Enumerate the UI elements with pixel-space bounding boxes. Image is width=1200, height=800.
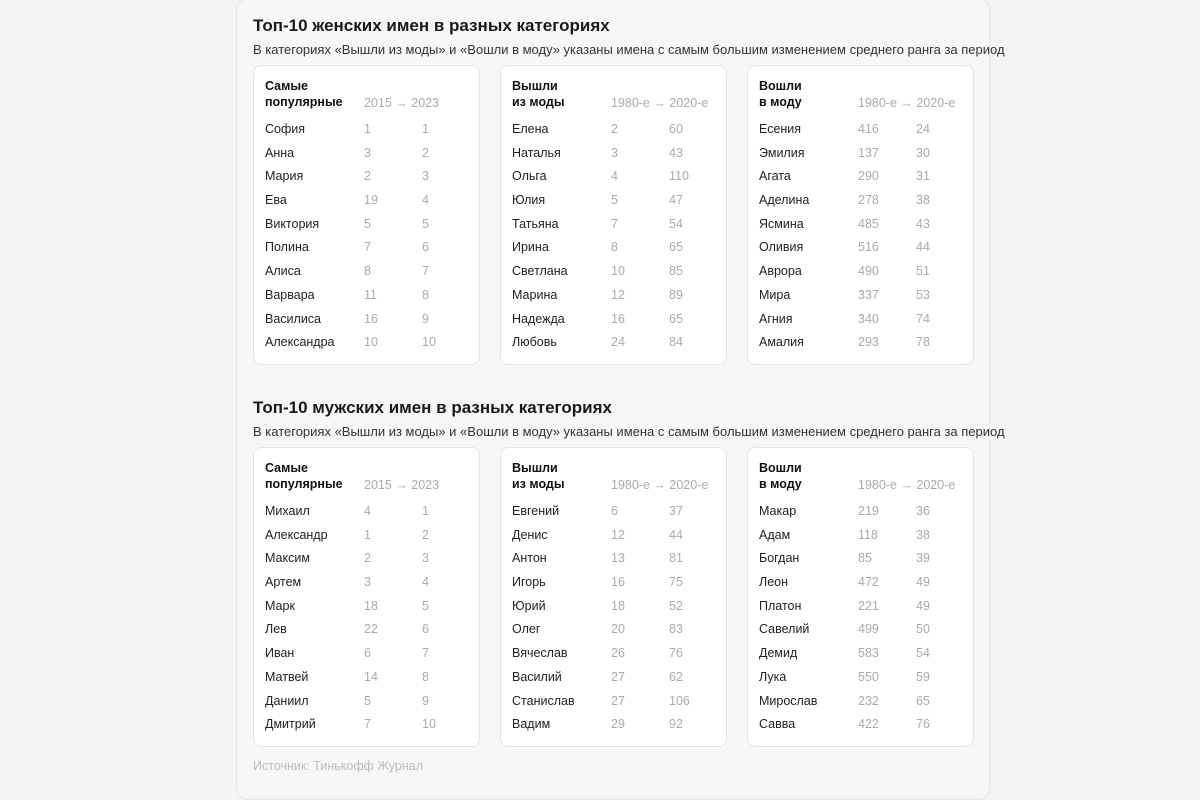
card-header <box>512 460 716 494</box>
list-item <box>512 571 716 595</box>
cards-row <box>253 65 975 365</box>
name-label: Савелий <box>759 622 810 637</box>
rank-end: 24 <box>916 122 930 136</box>
section-title: Топ-10 женских имен в разных категориях <box>253 16 610 35</box>
rank-end: 47 <box>669 193 683 208</box>
list-item <box>759 642 963 666</box>
rank-start: 3 <box>611 145 618 160</box>
list-item <box>265 524 469 548</box>
section-title: Топ-10 мужских имен в разных категориях <box>253 398 612 417</box>
name-label: Иван <box>265 646 295 661</box>
list-item <box>512 595 716 619</box>
card-header <box>512 78 716 112</box>
rank-start: 1 <box>364 527 371 542</box>
name-label: Мария <box>265 169 304 184</box>
rank-start: 137 <box>858 145 879 160</box>
name-label: Оливия <box>759 240 804 255</box>
card-header <box>265 460 469 494</box>
list-item <box>759 189 963 213</box>
rank-start: 18 <box>611 598 625 613</box>
list-item <box>759 713 963 737</box>
list-item <box>265 118 469 142</box>
card-header <box>759 78 963 112</box>
rank-end: 110 <box>669 169 689 184</box>
list-item <box>512 142 716 166</box>
name-label: Елена <box>512 122 549 136</box>
card-title: Самые популярные <box>265 79 343 109</box>
name-label: Мира <box>759 287 791 302</box>
name-label: Полина <box>265 240 309 255</box>
card-title: Вошли в моду <box>759 461 802 491</box>
rank-end: 9 <box>422 311 429 326</box>
male-names-section <box>253 397 1005 732</box>
rank-start: 221 <box>858 598 879 613</box>
rank-end: 51 <box>916 264 930 279</box>
card-in-fashion <box>747 447 974 747</box>
list-item <box>265 690 469 714</box>
list-item <box>759 524 963 548</box>
list-item <box>265 308 469 332</box>
rank-start: 516 <box>858 240 879 255</box>
name-label: Алиса <box>265 264 301 279</box>
rank-start: 7 <box>611 216 618 231</box>
name-label: Марк <box>265 598 295 613</box>
rank-end: 59 <box>916 669 930 684</box>
list-item <box>759 308 963 332</box>
rank-end: 43 <box>916 216 930 231</box>
rank-end: 31 <box>916 169 930 184</box>
rank-end: 36 <box>916 504 930 518</box>
card-out-of-fashion <box>500 65 727 365</box>
rank-end: 81 <box>669 551 683 566</box>
section-subtitle: В категориях «Вышли из моды» и «Вошли в моду» указаны имена с самым большим изменением среднего ранга за период <box>253 42 1005 57</box>
card-most-popular <box>253 447 480 747</box>
rank-end: 30 <box>916 145 930 160</box>
rank-end: 10 <box>422 717 436 732</box>
rank-start: 5 <box>364 216 371 231</box>
cards-row <box>253 447 975 747</box>
rank-start: 29 <box>611 717 625 732</box>
rank-start: 6 <box>364 646 371 661</box>
name-label: Александра <box>265 335 335 350</box>
list-item <box>759 500 963 524</box>
name-label: Виктория <box>265 216 320 231</box>
list-item <box>759 165 963 189</box>
rank-start: 4 <box>364 504 371 518</box>
name-label: Антон <box>512 551 547 566</box>
list-item <box>759 260 963 284</box>
name-label: Максим <box>265 551 310 566</box>
rank-end: 89 <box>669 287 683 302</box>
rank-start: 27 <box>611 669 625 684</box>
name-label: Наталья <box>512 145 561 160</box>
rank-end: 6 <box>422 240 429 255</box>
rank-end: 78 <box>916 335 930 350</box>
name-label: Лев <box>265 622 287 637</box>
rank-end: 74 <box>916 311 930 326</box>
list-item <box>265 571 469 595</box>
name-list <box>759 500 963 737</box>
rank-start: 290 <box>858 169 879 184</box>
list-item <box>759 213 963 237</box>
rank-end: 38 <box>916 193 930 208</box>
rank-start: 24 <box>611 335 625 350</box>
period-label: 1980-е → 2020-е <box>858 478 956 492</box>
name-label: Анна <box>265 145 295 160</box>
card-title: Вышли из моды <box>512 79 565 109</box>
rank-start: 337 <box>858 287 879 302</box>
list-item <box>759 284 963 308</box>
name-label: Артем <box>265 575 302 590</box>
rank-end: 2 <box>422 145 429 160</box>
card-most-popular <box>253 65 480 365</box>
card-out-of-fashion <box>500 447 727 747</box>
list-item <box>512 642 716 666</box>
rank-end: 1 <box>422 122 429 136</box>
rank-end: 10 <box>422 335 436 350</box>
list-item <box>759 618 963 642</box>
list-item <box>759 331 963 355</box>
name-label: Даниил <box>265 693 309 708</box>
name-label: Ева <box>265 193 287 208</box>
list-item <box>265 142 469 166</box>
rank-end: 54 <box>669 216 683 231</box>
name-label: Агата <box>759 169 791 184</box>
rank-start: 118 <box>858 527 878 542</box>
list-item <box>265 165 469 189</box>
rank-start: 8 <box>364 264 371 279</box>
name-label: Вадим <box>512 717 551 732</box>
rank-end: 1 <box>422 504 429 518</box>
rank-end: 39 <box>916 551 930 566</box>
rank-start: 6 <box>611 504 618 518</box>
list-item <box>265 284 469 308</box>
name-label: Матвей <box>265 669 309 684</box>
rank-end: 76 <box>669 646 683 661</box>
list-item <box>265 236 469 260</box>
rank-end: 76 <box>916 717 930 732</box>
name-label: Юлия <box>512 193 546 208</box>
list-item <box>512 500 716 524</box>
rank-start: 499 <box>858 622 879 637</box>
rank-start: 10 <box>364 335 378 350</box>
list-item <box>265 547 469 571</box>
rank-end: 52 <box>669 598 683 613</box>
rank-end: 8 <box>422 287 429 302</box>
list-item <box>512 165 716 189</box>
rank-start: 293 <box>858 335 879 350</box>
name-label: Ирина <box>512 240 549 255</box>
list-item <box>512 666 716 690</box>
rank-start: 10 <box>611 264 625 279</box>
list-item <box>759 666 963 690</box>
name-label: Амалия <box>759 335 804 350</box>
name-label: Олег <box>512 622 541 637</box>
name-label: Есения <box>759 122 802 136</box>
name-label: Платон <box>759 598 802 613</box>
list-item <box>512 118 716 142</box>
rank-start: 490 <box>858 264 879 279</box>
name-label: Ясмина <box>759 216 804 231</box>
rank-end: 3 <box>422 551 429 566</box>
rank-end: 49 <box>916 575 930 590</box>
section-subtitle: В категориях «Вышли из моды» и «Вошли в моду» указаны имена с самым большим изменением среднего ранга за период <box>253 424 1005 439</box>
rank-end: 65 <box>669 240 683 255</box>
name-label: Игорь <box>512 575 546 590</box>
rank-start: 16 <box>611 575 625 590</box>
rank-start: 5 <box>611 193 618 208</box>
rank-end: 50 <box>916 622 930 637</box>
rank-start: 12 <box>611 287 625 302</box>
rank-start: 583 <box>858 646 879 661</box>
name-label: Василий <box>512 669 562 684</box>
rank-start: 5 <box>364 693 371 708</box>
period-label: 2015 → 2023 <box>364 478 440 492</box>
rank-end: 65 <box>916 693 930 708</box>
rank-end: 84 <box>669 335 683 350</box>
list-item <box>265 331 469 355</box>
rank-start: 340 <box>858 311 879 326</box>
rank-start: 18 <box>364 598 378 613</box>
list-item <box>265 595 469 619</box>
card-title: Самые популярные <box>265 461 343 491</box>
list-item <box>265 642 469 666</box>
rank-start: 22 <box>364 622 378 637</box>
rank-end: 44 <box>669 527 683 542</box>
list-item <box>759 547 963 571</box>
rank-start: 27 <box>611 693 625 708</box>
name-label: Савва <box>759 717 796 732</box>
rank-start: 232 <box>858 693 879 708</box>
rank-start: 3 <box>364 145 371 160</box>
rank-end: 2 <box>422 527 429 542</box>
rank-start: 16 <box>364 311 378 326</box>
source-note: Источник: Тинькофф Журнал <box>253 759 424 773</box>
rank-end: 4 <box>422 575 429 590</box>
rank-start: 4 <box>611 169 618 184</box>
rank-end: 7 <box>422 264 429 279</box>
name-label: Макар <box>759 504 797 518</box>
name-label: Варвара <box>265 287 315 302</box>
rank-start: 550 <box>858 669 879 684</box>
list-item <box>759 142 963 166</box>
name-label: Лука <box>759 669 787 684</box>
list-item <box>512 189 716 213</box>
list-item <box>265 213 469 237</box>
rank-end: 60 <box>669 122 683 136</box>
period-label: 1980-е → 2020-е <box>611 96 709 110</box>
card-header <box>265 78 469 112</box>
rank-start: 8 <box>611 240 618 255</box>
rank-start: 416 <box>858 122 879 136</box>
rank-start: 278 <box>858 193 879 208</box>
name-label: Вячеслав <box>512 646 568 661</box>
name-label: Юрий <box>512 598 546 613</box>
name-label: Аврора <box>759 264 802 279</box>
list-item <box>512 547 716 571</box>
rank-end: 9 <box>422 693 429 708</box>
rank-start: 11 <box>364 287 377 302</box>
rank-end: 3 <box>422 169 429 184</box>
list-item <box>512 213 716 237</box>
list-item <box>265 189 469 213</box>
rank-end: 6 <box>422 622 429 637</box>
name-label: Демид <box>759 646 798 661</box>
period-label: 1980-е → 2020-е <box>858 96 956 110</box>
name-list <box>512 118 716 355</box>
list-item <box>759 690 963 714</box>
name-label: София <box>265 122 306 136</box>
name-label: Ольга <box>512 169 547 184</box>
name-label: Аделина <box>759 193 810 208</box>
female-names-section <box>253 15 1005 350</box>
rank-end: 44 <box>916 240 930 255</box>
rank-start: 485 <box>858 216 879 231</box>
rank-end: 38 <box>916 527 930 542</box>
name-label: Любовь <box>512 335 557 350</box>
rank-end: 85 <box>669 264 683 279</box>
name-label: Богдан <box>759 551 800 566</box>
rank-start: 1 <box>364 122 371 136</box>
rank-start: 219 <box>858 504 879 518</box>
list-item <box>512 331 716 355</box>
rank-end: 83 <box>669 622 683 637</box>
name-label: Адам <box>759 527 791 542</box>
list-item <box>759 595 963 619</box>
card-title: Вошли в моду <box>759 79 802 109</box>
list-item <box>512 236 716 260</box>
rank-start: 2 <box>611 122 618 136</box>
rank-start: 19 <box>364 193 378 208</box>
name-label: Василиса <box>265 311 321 326</box>
rank-end: 7 <box>422 646 429 661</box>
infographic-panel <box>236 0 1005 800</box>
name-label: Эмилия <box>759 145 805 160</box>
name-list <box>759 118 963 355</box>
rank-end: 65 <box>669 311 683 326</box>
card-header <box>759 460 963 494</box>
name-label: Евгений <box>512 504 560 518</box>
name-label: Дмитрий <box>265 717 316 732</box>
rank-end: 106 <box>669 693 690 708</box>
list-item <box>265 666 469 690</box>
rank-end: 8 <box>422 669 429 684</box>
list-item <box>512 308 716 332</box>
rank-start: 2 <box>364 551 371 566</box>
rank-start: 3 <box>364 575 371 590</box>
rank-end: 62 <box>669 669 683 684</box>
name-label: Марина <box>512 287 558 302</box>
name-label: Мирослав <box>759 693 818 708</box>
rank-end: 43 <box>669 145 683 160</box>
list-item <box>265 713 469 737</box>
rank-end: 49 <box>916 598 930 613</box>
rank-end: 37 <box>669 504 683 518</box>
name-label: Михаил <box>265 504 310 518</box>
name-label: Александр <box>265 527 328 542</box>
name-label: Татьяна <box>512 216 559 231</box>
list-item <box>512 260 716 284</box>
list-item <box>759 118 963 142</box>
list-item <box>759 571 963 595</box>
list-item <box>512 284 716 308</box>
rank-start: 7 <box>364 240 371 255</box>
rank-end: 75 <box>669 575 683 590</box>
card-title: Вышли из моды <box>512 461 565 491</box>
list-item <box>265 500 469 524</box>
list-item <box>759 236 963 260</box>
rank-start: 7 <box>364 717 371 732</box>
rank-start: 26 <box>611 646 625 661</box>
list-item <box>265 260 469 284</box>
rank-start: 85 <box>858 551 872 566</box>
name-label: Леон <box>759 575 789 590</box>
rank-start: 20 <box>611 622 625 637</box>
name-label: Светлана <box>512 264 568 279</box>
name-list <box>512 500 716 737</box>
rank-start: 13 <box>611 551 625 566</box>
period-label: 1980-е → 2020-е <box>611 478 709 492</box>
rank-end: 92 <box>669 717 683 732</box>
rank-start: 16 <box>611 311 625 326</box>
list-item <box>512 524 716 548</box>
period-label: 2015 → 2023 <box>364 96 440 110</box>
rank-start: 472 <box>858 575 879 590</box>
rank-end: 53 <box>916 287 930 302</box>
list-item <box>265 618 469 642</box>
name-label: Станислав <box>512 693 575 708</box>
list-item <box>512 713 716 737</box>
name-label: Денис <box>512 527 548 542</box>
rank-end: 54 <box>916 646 930 661</box>
card-in-fashion <box>747 65 974 365</box>
rank-end: 5 <box>422 216 429 231</box>
name-label: Агния <box>759 311 793 326</box>
rank-start: 422 <box>858 717 879 732</box>
rank-end: 4 <box>422 193 429 208</box>
name-list <box>265 500 469 737</box>
list-item <box>512 690 716 714</box>
rank-end: 5 <box>422 598 429 613</box>
rank-start: 14 <box>364 669 378 684</box>
name-list <box>265 118 469 355</box>
list-item <box>512 618 716 642</box>
rank-start: 2 <box>364 169 371 184</box>
rank-start: 12 <box>611 527 625 542</box>
name-label: Надежда <box>512 311 565 326</box>
